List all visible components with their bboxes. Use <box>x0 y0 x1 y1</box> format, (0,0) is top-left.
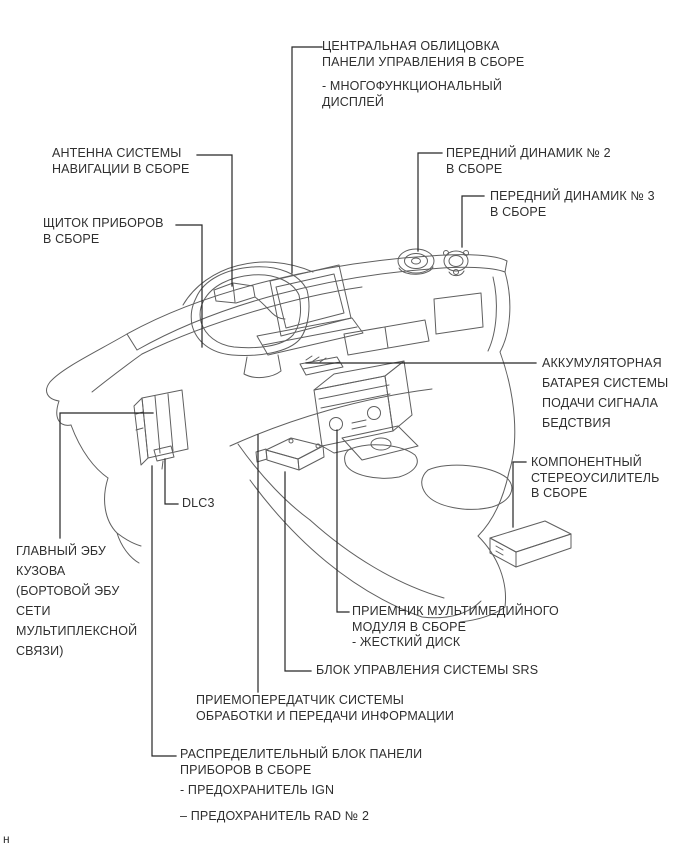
label-subline: – ПРЕДОХРАНИТЕЛЬ RAD № 2 <box>180 808 370 823</box>
label-line: МУЛЬТИПЛЕКСНОЙ <box>16 624 138 638</box>
label-line: В СБОРЕ <box>531 486 588 500</box>
audio-unit-sketch <box>314 361 412 453</box>
label-nav-antenna <box>52 146 190 177</box>
leader-central-trim <box>292 47 322 273</box>
label-ip-junction-block <box>180 747 422 824</box>
label-line: ОБРАБОТКИ И ПЕРЕДАЧИ ИНФОРМАЦИИ <box>196 708 455 723</box>
label-subline: - ПРЕДОХРАНИТЕЛЬ IGN <box>180 783 335 797</box>
label-front-speaker-3 <box>490 189 655 220</box>
label-line: БЕДСТВИЯ <box>542 416 611 430</box>
label-line: КОМПОНЕНТНЫЙ <box>531 455 642 469</box>
label-line: КУЗОВА <box>16 564 66 578</box>
label-line: В СБОРЕ <box>446 161 503 176</box>
label-distress-battery <box>542 353 668 433</box>
label-line: БАТАРЕЯ СИСТЕМЫ <box>542 376 669 390</box>
label-line: ПОДАЧИ СИГНАЛА <box>542 396 659 410</box>
label-srs-control <box>316 663 538 679</box>
dash-body-sketch <box>47 255 515 563</box>
label-line: В СБОРЕ <box>43 231 100 246</box>
label-line: ЦЕНТРАЛЬНАЯ ОБЛИЦОВКА <box>322 39 500 53</box>
label-line: DLC3 <box>182 496 215 510</box>
distress-battery-sketch <box>300 356 343 375</box>
leader-stereo-amplifier <box>513 462 526 527</box>
label-line: РАСПРЕДЕЛИТЕЛЬНЫЙ БЛОК ПАНЕЛИ <box>180 747 423 761</box>
label-line: - ЖЕСТКИЙ ДИСК <box>352 635 461 649</box>
label-central-trim <box>322 39 524 110</box>
label-line: СВЯЗИ) <box>16 644 64 658</box>
label-stereo-amplifier <box>531 455 659 502</box>
label-line: В СБОРЕ <box>490 204 547 219</box>
label-line: СЕТИ <box>16 604 51 618</box>
vents-sketch <box>344 293 483 355</box>
leader-multimedia-receiver <box>337 430 349 612</box>
leader-front-speaker-2 <box>418 153 442 251</box>
amplifier-sketch <box>490 521 571 567</box>
srs-control-sketch <box>256 438 324 470</box>
corner-mark: н <box>3 832 10 846</box>
label-line: ПРИЕМНИК МУЛЬТИМЕДИЙНОГО <box>352 604 559 618</box>
junction-block-sketch <box>134 390 188 465</box>
label-front-speaker-2 <box>446 146 611 177</box>
label-line: АНТЕННА СИСТЕМЫ <box>52 146 182 160</box>
label-line: ПРИЕМОПЕРЕДАТЧИК СИСТЕМЫ <box>196 693 404 707</box>
label-line: БЛОК УПРАВЛЕНИЯ СИСТЕМЫ SRS <box>316 663 539 677</box>
label-line: НАВИГАЦИИ В СБОРЕ <box>52 161 190 176</box>
label-line: ПЕРЕДНИЙ ДИНАМИК № 3 <box>490 189 655 203</box>
label-line: ГЛАВНЫЙ ЭБУ <box>16 544 106 558</box>
label-subline: ДИСПЛЕЙ <box>322 94 385 109</box>
label-line: ПРИБОРОВ В СБОРЕ <box>180 762 312 777</box>
label-line: МОДУЛЯ В СБОРЕ <box>352 619 467 634</box>
label-subline: - МНОГОФУНКЦИОНАЛЬНЫЙ <box>322 79 503 93</box>
leader-ip-junction-block <box>152 466 176 756</box>
label-multimedia-receiver <box>352 604 559 651</box>
label-dlc3 <box>182 496 215 512</box>
leader-front-speaker-3 <box>462 196 484 247</box>
dlc3-connector-sketch <box>154 446 174 469</box>
label-telematics-transceiver <box>196 693 454 724</box>
label-line: ЩИТОК ПРИБОРОВ <box>43 216 164 230</box>
label-line: АККУМУЛЯТОРНАЯ <box>542 356 662 370</box>
label-main-body-ecu <box>16 541 137 661</box>
label-line: (БОРТОВОЙ ЭБУ <box>16 584 120 598</box>
label-line: ПАНЕЛИ УПРАВЛЕНИЯ В СБОРЕ <box>322 54 525 69</box>
label-instrument-cluster <box>43 216 164 247</box>
label-line: ПЕРЕДНИЙ ДИНАМИК № 2 <box>446 146 611 160</box>
leader-dlc3 <box>165 459 178 504</box>
label-line: СТЕРЕОУСИЛИТЕЛЬ <box>531 470 660 485</box>
leader-srs-control <box>285 472 311 671</box>
multifunction-display-sketch <box>257 265 363 355</box>
console-sketch <box>238 426 512 622</box>
